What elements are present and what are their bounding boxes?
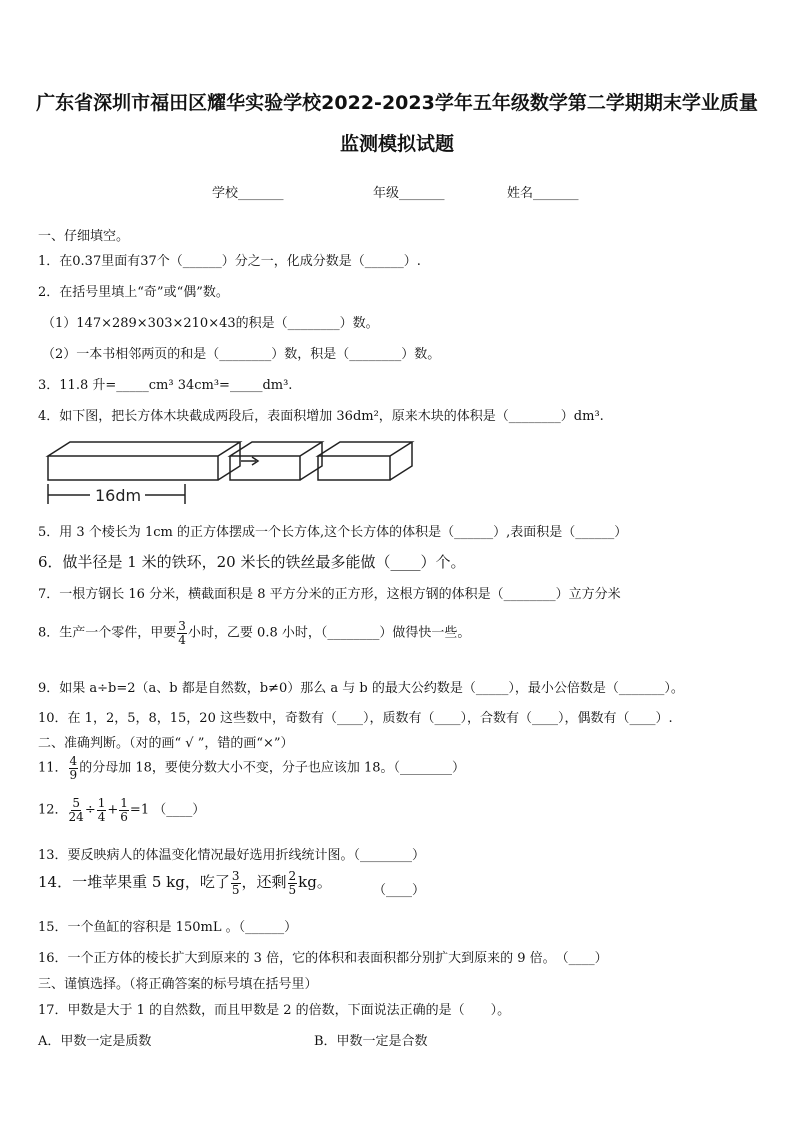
question-14: 14．一堆苹果重 5 kg，吃了 $\frac{3}{5}$ ，还剩 $\frac{2}{5}$ kg。 xyxy=(38,869,332,897)
question-2-part-2: （2）一本书相邻两页的和是（________）数，积是（________）数。 xyxy=(42,347,441,362)
fraction-3-5: $\frac{3}{5}$ xyxy=(231,869,240,897)
question-17-option-a: A．甲数一定是质数 xyxy=(38,1034,152,1049)
fraction-3-4: $\frac{3}{4}$ xyxy=(178,619,186,647)
question-3: 3．11.8 升=_____cm³ 34cm³=_____dm³. xyxy=(38,378,293,393)
student-info xyxy=(0,182,794,202)
question-17-option-b: B．甲数一定是合数 xyxy=(314,1034,428,1049)
fraction-4-9: $\frac{4}{9}$ xyxy=(69,754,78,782)
fraction-2-5: $\frac{2}{5}$ xyxy=(288,869,297,897)
question-15: 15．一个鱼缸的容积是 150mL 。（______） xyxy=(38,920,298,935)
grade-field[interactable]: 年级_______ xyxy=(373,186,445,201)
paper-title-line1: 广东省深圳市福田区耀华实验学校2022-2023学年五年级数学第二学期期末学业质量 xyxy=(36,92,758,114)
question-11: 11． $\frac{4}{9}$ 的分母加 18，要使分数大小不变，分子也应该加 18。（________） xyxy=(38,754,466,782)
question-6: 6．做半径是 1 米的铁环，20 米长的铁丝最多能做（____）个。 xyxy=(38,553,466,571)
question-10: 10．在 1，2，5，8，15，20 这些数中，奇数有（____），质数有（____），合数有（____），偶数有（____）. xyxy=(38,711,673,726)
section-3-heading: 三、谨慎选择。（将正确答案的标号填在括号里） xyxy=(38,977,318,992)
question-16: 16．一个正方体的棱长扩大到原来的 3 倍，它的体积和表面积都分别扩大到原来的 9 倍。 （____） xyxy=(38,951,608,966)
paper-title-line2: 监测模拟试题 xyxy=(339,133,454,155)
fraction-1-4: $\frac{1}{4}$ xyxy=(97,796,106,824)
school-field[interactable]: 学校_______ xyxy=(212,186,284,201)
question-1: 1．在0.37里面有37个（______）分之一，化成分数是（______）. xyxy=(38,254,421,269)
question-2: 2．在括号里填上“奇”或“偶”数。 xyxy=(38,285,229,300)
question-12: 12． $\frac{5}{24}$ ÷ $\frac{1}{4}$ + $\frac{1}{6}$ =1 （____） xyxy=(38,796,206,824)
question-13: 13．要反映病人的体温变化情况最好选用折线统计图。（________） xyxy=(38,848,426,863)
fraction-1-6: $\frac{1}{6}$ xyxy=(120,796,128,824)
question-8: 8．生产一个零件，甲要 $\frac{3}{4}$ 小时，乙要 0.8 小时，（________）做得快一些。 xyxy=(38,619,471,647)
question-4: 4．如下图，把长方体木块截成两段后，表面积增加 36dm²，原来木块的体积是（________）dm³. xyxy=(38,409,604,424)
section-2-heading: 二、准确判断。（对的画“ √ ”，错的画“×”） xyxy=(38,736,294,751)
short-block-right xyxy=(318,442,412,480)
question-4-figure xyxy=(40,432,420,512)
long-block xyxy=(48,442,240,480)
fraction-5-24: $\frac{5}{24}$ xyxy=(68,796,84,824)
name-field[interactable]: 姓名_______ xyxy=(507,186,579,201)
question-2-part-1: （1）147×289×303×210×43的积是（________）数。 xyxy=(42,316,379,331)
question-9: 9．如果 a÷b=2（a、b 都是自然数，b≠0）那么 a 与 b 的最大公约数是（_____），最小公倍数是（_______）。 xyxy=(38,681,684,696)
question-7: 7．一根方钢长 16 分米，横截面积是 8 平方分米的正方形，这根方钢的体积是（________）立方分米 xyxy=(38,587,621,602)
question-5: 5．用 3 个棱长为 1cm 的正方体摆成一个长方体,这个长方体的体积是（______）,表面积是（______） xyxy=(38,525,628,540)
section-1-heading: 一、仔细填空。 xyxy=(38,229,130,244)
question-14-blank: （____） xyxy=(373,883,426,898)
dimension-label: 16dm xyxy=(95,486,142,505)
question-17: 17．甲数是大于 1 的自然数，而且甲数是 2 的倍数，下面说法正确的是（ ）。 xyxy=(38,1003,511,1018)
